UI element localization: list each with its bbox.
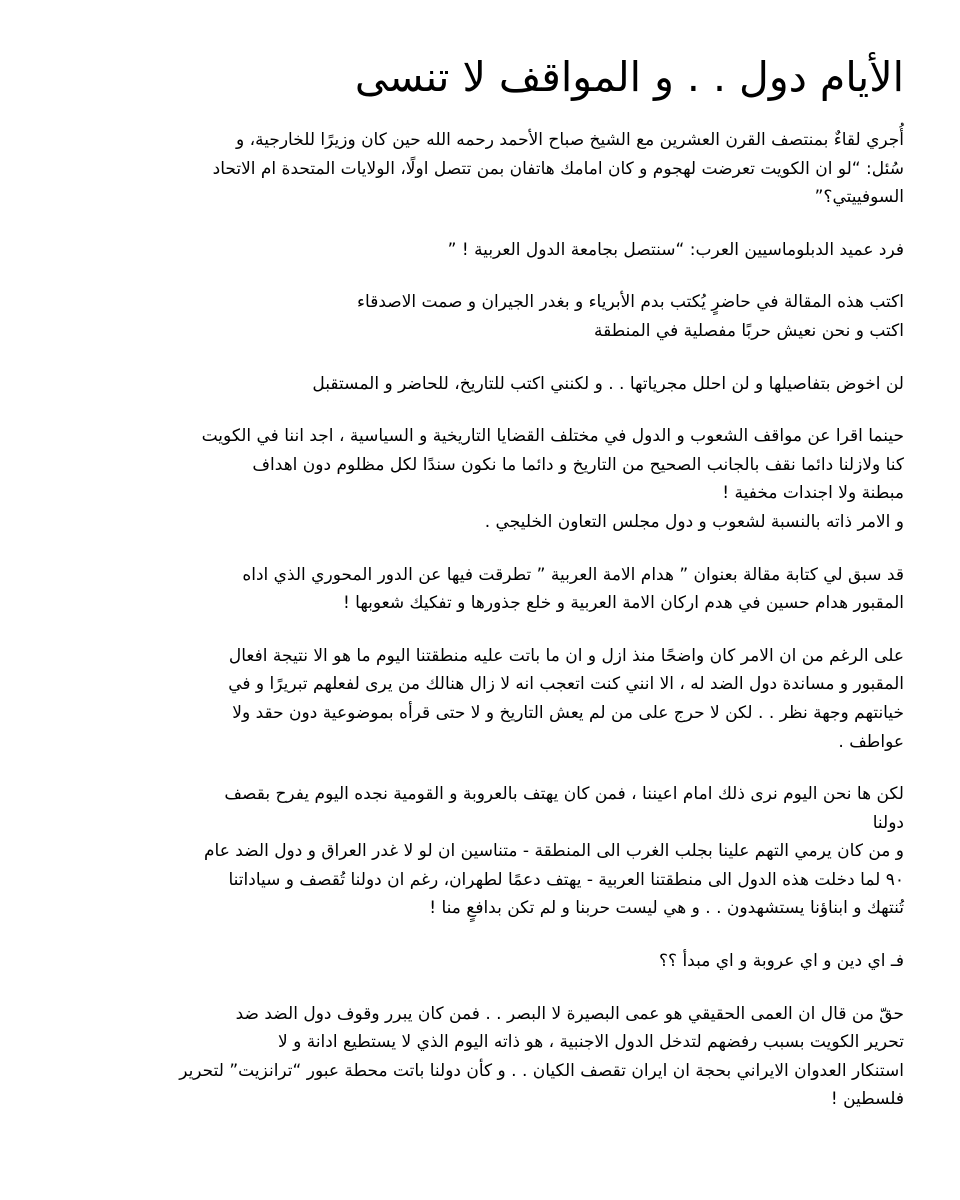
paragraph-line: دولنا xyxy=(872,812,904,833)
paragraph-line: ٩٠ لما دخلت هذه الدول الى منطقتنا العربية - يهتف دعمًا لطهران، رغم ان دولنا تُقصف و سياداتنا xyxy=(228,869,904,890)
article-title: الأيام دول . . و المواقف لا تنسى xyxy=(354,53,904,101)
paragraph-line: فلسطين ! xyxy=(830,1089,904,1110)
paragraph-line: على الرغم من ان الامر كان واضحًا منذ ازل و ان ما باتت عليه منطقتنا اليوم ما هو الا نتيجة افعال xyxy=(228,645,904,666)
paragraph-line: لكن ها نحن اليوم نرى ذلك امام اعيننا ، فمن كان يهتف بالعروبة و القومية نجده اليوم يفرح بقصف xyxy=(224,784,904,805)
paragraph-line: أُجري لقاءٌ بمنتصف القرن العشرين مع الشيخ صباح الأحمد رحمه الله حين كان وزيرًا للخارجية، و xyxy=(235,130,904,150)
paragraph-line: كنا ولازلنا دائما نقف بالجانب الصحيح من التاريخ و دائما ما نكون سندًا لكل مظلوم دون اهداف xyxy=(252,454,904,475)
paragraph-line: اكتب هذه المقالة في حاضرٍ يُكتب بدم الأبرياء و بغدر الجيران و صمت الاصدقاء xyxy=(357,292,904,313)
paragraph-8 xyxy=(94,780,904,923)
paragraph-1 xyxy=(94,126,904,212)
paragraph-line: قد سبق لي كتابة مقالة بعنوان ” هدام الامة العربية ” تطرقت فيها عن الدور المحوري الذي اداه xyxy=(242,564,904,585)
paragraph-line: فـ اي دين و اي عروبة و اي مبدأ ؟؟ xyxy=(659,951,904,972)
paragraph-line: فرد عميد الدبلوماسيين العرب: “سنتصل بجامعة الدول العربية ! ” xyxy=(447,239,904,260)
paragraph-10 xyxy=(94,1000,904,1114)
paragraph-5 xyxy=(94,422,904,536)
paragraph-line: المقبور و مساندة دول الضد له ، الا انني كنت اتعجب انه لا زال هنالك من يرى لفعلهم تبريرًا و في xyxy=(228,674,904,695)
paragraph-line: عواطف . xyxy=(838,731,904,752)
paragraph-line: حينما اقرا عن مواقف الشعوب و الدول في مختلف القضايا التاريخية و السياسية ، اجد اننا في الكويت xyxy=(201,426,904,447)
paragraph-line: و من كان يرمي التهم علينا بجلب الغرب الى المنطقة - متناسين ان لو لا غدر العراق و دول الضد عام xyxy=(203,841,904,862)
paragraph-3 xyxy=(94,288,904,345)
article-body xyxy=(94,126,904,1138)
paragraph-line: حقّ من قال ان العمى الحقيقي هو عمى البصيرة لا البصر . . فمن كان يبرر وقوف دول الضد ضد xyxy=(235,1003,904,1024)
paragraph-line: تُنتهك و ابناؤنا يستشهدون . . و هي ليست حربنا و لم تكن بدافعٍ منا ! xyxy=(429,898,904,919)
paragraph-4 xyxy=(94,370,904,399)
paragraph-line: المقبور هدام حسين في هدم اركان الامة العربية و خلع جذورها و تفكيك شعوبها ! xyxy=(342,593,904,614)
paragraph-line: تحرير الكويت بسبب رفضهم لتدخل الدول الاجنبية ، هو ذاته اليوم الذي لا يستطيع ادانة و لا xyxy=(278,1032,904,1053)
paragraph-2 xyxy=(94,236,904,265)
paragraph-line: السوفييتي؟” xyxy=(814,187,904,208)
paragraph-line: لن اخوض بتفاصيلها و لن احلل مجرياتها . . و لكنني اكتب للتاريخ، للحاضر و المستقبل xyxy=(312,373,904,394)
paragraph-9 xyxy=(94,947,904,976)
paragraph-line: مبطنة ولا اجندات مخفية ! xyxy=(722,483,904,504)
paragraph-line: اكتب و نحن نعيش حربًا مفصلية في المنطقة xyxy=(594,320,904,341)
paragraph-line: خيانتهم وجهة نظر . . لكن لا حرج على من لم يعش التاريخ و لا حتى قرأه بموضوعية دون حقد ولا xyxy=(232,702,904,723)
paragraph-6 xyxy=(94,561,904,618)
paragraph-line: سُئل: “لو ان الكويت تعرضت لهجوم و كان امامك هاتفان بمن تتصل اولًا، الولايات المتحدة ام الاتحاد xyxy=(212,158,904,179)
paragraph-line: استنكار العدوان الايراني بحجة ان ايران تقصف الكيان . . و كأن دولنا باتت محطة عبور “ترانزيت” لتحرير xyxy=(179,1060,904,1081)
paragraph-line: و الامر ذاته بالنسبة لشعوب و دول مجلس التعاون الخليجي . xyxy=(484,511,904,532)
paragraph-7 xyxy=(94,642,904,756)
